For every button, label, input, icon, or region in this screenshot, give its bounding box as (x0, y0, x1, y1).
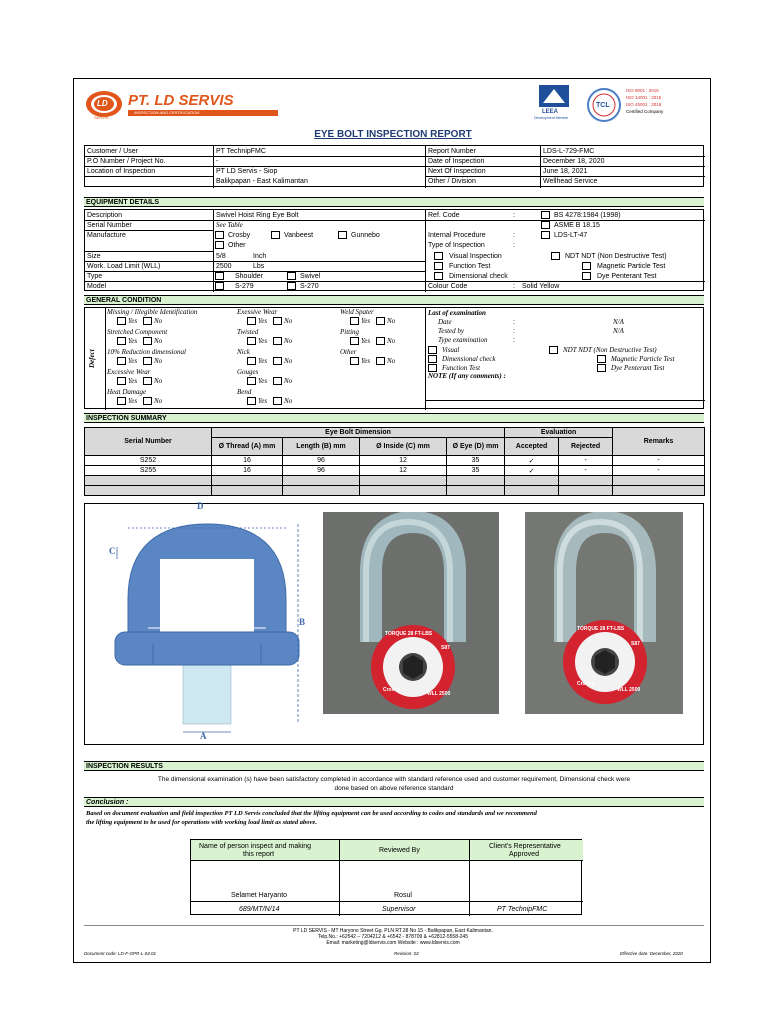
eye-base-shape (115, 632, 299, 665)
conclusion-text-2: the lifting equipment to be used for operations with working load limit as stated above. (86, 819, 317, 826)
table-cell: 35 (447, 466, 505, 476)
defect-item-label: Heat Damage (107, 388, 147, 396)
table-cell: - (613, 466, 705, 476)
visual-inspection-checkbox[interactable] (434, 252, 443, 260)
colour-colon: : (513, 283, 515, 290)
info-value-location: PT LD Servis - Siop (216, 168, 278, 175)
defect-yes-checkbox[interactable] (247, 337, 256, 345)
table-cell: - (559, 456, 613, 466)
photo-2-graphic (525, 512, 683, 714)
last-exam-tested-colon: : (513, 328, 515, 335)
info-value-location-2: Balikpapan - East Kalimantan (216, 178, 308, 185)
defect-item-label: Stretched Component (107, 328, 168, 336)
summary-heading-bar (84, 413, 704, 423)
table-cell: 96 (283, 456, 360, 466)
defect-item-label: Pitting (340, 328, 360, 336)
col-remarks-header: Remarks (613, 428, 705, 456)
table-cell: - (613, 456, 705, 466)
model-s279-label: S-279 (235, 283, 254, 290)
last-exam-tested-label: Tested by (438, 327, 464, 335)
iso-line-4: Certified Company (626, 109, 664, 114)
type-shoulder-label: Shoulder (235, 273, 264, 280)
table-cell: ✓ (505, 456, 559, 466)
defect-no-label: No (387, 317, 396, 325)
last-function-label: Function Test (442, 364, 481, 372)
function-test-checkbox[interactable] (434, 262, 443, 270)
defect-yes-checkbox[interactable] (350, 317, 359, 325)
manufacture-label: Manufacture (87, 232, 126, 239)
defect-yes-checkbox[interactable] (117, 317, 126, 325)
page-title: EYE BOLT INSPECTION REPORT (314, 129, 472, 140)
footer-effective: Effective date: December, 2020 (620, 951, 683, 956)
table-cell: S255 (85, 466, 212, 476)
size-value: 5/8 (216, 253, 226, 260)
defect-item-label: Excessive Wear (107, 368, 151, 376)
iso-logo (584, 85, 684, 125)
defect-yes-label: Yes (128, 357, 138, 365)
table-cell: 12 (360, 456, 447, 466)
sig-col2-name: Rosul (394, 892, 412, 899)
last-visual-checkbox[interactable] (428, 346, 437, 354)
summary-heading: INSPECTION SUMMARY (86, 415, 167, 422)
internal-label: Internal Procedure (428, 232, 486, 239)
leea-logo (534, 85, 574, 125)
defect-yes-checkbox[interactable] (247, 317, 256, 325)
manufacture-vanbeest-label: Vanbeest (284, 232, 314, 239)
general-heading-bar (84, 295, 704, 305)
defect-no-checkbox[interactable] (273, 377, 282, 385)
last-dpt-label: Dye Penterant Test (611, 364, 665, 372)
results-heading: INSPECTION RESULTS (86, 763, 163, 770)
logo-mark-sub: SERVIS (94, 115, 109, 120)
defect-no-checkbox[interactable] (273, 337, 282, 345)
defect-yes-label: Yes (258, 317, 268, 325)
defect-no-label: No (154, 317, 163, 325)
defect-yes-label: Yes (258, 357, 268, 365)
defect-no-checkbox[interactable] (376, 337, 385, 345)
conclusion-text-1: Based on document evaluation and field inspection PT LD Servis concluded that the lifting equipment can be used according to codes and standards and we recommend (86, 810, 537, 817)
summary-table (84, 427, 705, 496)
defect-item-label: Nick (237, 348, 250, 356)
description-label: Description (87, 212, 123, 219)
iso-line-3: ISO 45001 : 2018 (626, 102, 662, 107)
footer-doc-code: Document code: LD-F-OPR-L-04.01 (84, 951, 157, 956)
size-label: Size (87, 253, 101, 260)
type-inspection-colon: : (513, 242, 515, 249)
footer-line-1: PT LD SERVIS - MT Haryono Street Gg. PLN RT.38 No 15 - Balikpapan, East Kalimantan. (293, 928, 493, 934)
defect-no-label: No (284, 317, 293, 325)
manufacture-vanbeest-checkbox[interactable] (271, 231, 280, 239)
sig-col1-title-1: Name of person inspect and making (199, 843, 312, 850)
dimensional-check-checkbox[interactable] (434, 272, 443, 280)
defect-yes-label: Yes (128, 317, 138, 325)
defect-yes-label: Yes (361, 337, 371, 345)
diagram-photo-panel (84, 503, 704, 745)
defect-yes-label: Yes (128, 377, 138, 385)
results-heading-bar (84, 761, 704, 771)
defect-no-label: No (387, 337, 396, 345)
manufacture-crosby-checkbox[interactable] (215, 231, 224, 239)
last-exam-type-colon: : (513, 337, 515, 344)
defect-no-checkbox[interactable] (143, 357, 152, 365)
internal-colon: : (513, 232, 515, 239)
manufacture-other-label: Other (228, 242, 246, 249)
mpt-checkbox[interactable] (582, 262, 591, 270)
model-label: Model (87, 283, 107, 290)
defect-yes-label: Yes (128, 337, 138, 345)
defect-yes-label: Yes (361, 317, 371, 325)
defect-yes-label: Yes (258, 377, 268, 385)
diagram-label-c: C (109, 546, 116, 556)
defect-item-label: Gouges (237, 368, 259, 376)
photo-2-tag-line-1: TORQUE 28 FT-LBS (577, 626, 625, 632)
manufacture-crosby-label: Crosby (228, 232, 251, 239)
defect-no-checkbox[interactable] (143, 317, 152, 325)
table-cell: 12 (360, 466, 447, 476)
colour-value: Solid Yellow (522, 283, 560, 290)
info-value-division: Wellhead Service (543, 178, 598, 185)
type-shoulder-checkbox[interactable] (215, 272, 224, 280)
diagram-label-d: D (197, 501, 204, 511)
defect-item-label: Weld Spater (340, 308, 374, 316)
last-exam-date-value: N/A (613, 318, 624, 326)
eye-bolt-diagram (85, 501, 315, 744)
mpt-label: Magnetic Particle Test (597, 263, 666, 270)
diagram-label-a: A (200, 731, 207, 741)
results-text-2: done based on above reference standard (334, 785, 454, 792)
signature-table (190, 839, 582, 915)
last-dimensional-label: Dimensional check (442, 355, 496, 363)
info-label-division: Other / Division (428, 178, 476, 185)
info-label-report: Report Number (428, 148, 476, 155)
defect-no-checkbox[interactable] (273, 317, 282, 325)
defect-no-label: No (284, 357, 293, 365)
dimensional-check-label: Dimensional check (449, 273, 508, 280)
table-cell: 35 (447, 456, 505, 466)
defect-yes-checkbox[interactable] (117, 337, 126, 345)
defect-yes-label: Yes (258, 397, 268, 405)
manufacture-other-checkbox[interactable] (215, 241, 224, 249)
table-cell: 16 (212, 456, 283, 466)
thread-shape (183, 664, 231, 724)
table-cell: ✓ (505, 466, 559, 476)
col-accepted-header: Accepted (505, 438, 559, 456)
defect-yes-label: Yes (361, 357, 371, 365)
defect-no-checkbox[interactable] (273, 397, 282, 405)
defect-item-label: Missing / Illegible Identification (107, 308, 198, 316)
ref-code-bs-value: BS 4278:1984 (1998) (554, 212, 621, 219)
table-cell: 16 (212, 466, 283, 476)
photo-1-tag-line-4: Crosby (383, 687, 401, 693)
colour-label: Colour Code (428, 283, 468, 290)
defect-no-label: No (284, 377, 293, 385)
manufacture-gunnebo-label: Gunnebo (351, 232, 380, 239)
logo-tagline: INSPECTION AND CERTIFICATION (134, 110, 200, 115)
defect-yes-label: Yes (258, 337, 268, 345)
defect-no-label: No (154, 397, 163, 405)
col-length-header: Length (B) mm (283, 438, 360, 456)
defect-no-label: No (154, 337, 163, 345)
general-table (84, 307, 704, 409)
sig-col1-name: Selamet Haryanto (231, 892, 288, 899)
col-rejected-header: Rejected (559, 438, 613, 456)
defect-yes-checkbox[interactable] (247, 357, 256, 365)
table-cell: S252 (85, 456, 212, 466)
description-value: Swivel Hoist Ring Eye Bolt (216, 212, 299, 219)
type-swivel-checkbox[interactable] (287, 272, 296, 280)
col-eye-header: Ø Eye (D) mm (447, 438, 505, 456)
info-value-next: June 18, 2021 (543, 168, 588, 175)
wll-label: Work. Load Limit (WLL) (87, 263, 161, 270)
photo-2-tag-line-4: Crosby (577, 681, 595, 687)
sig-col1-title-2: this report (243, 851, 275, 858)
table-row (85, 456, 705, 466)
footer-line-2: Telp.No.: +62542 – 7204212 & +6542 - 878709 & +62812-5558-245 (318, 934, 468, 940)
equipment-heading-bar (84, 197, 704, 207)
last-ndt-checkbox[interactable] (549, 346, 558, 354)
internal-checkbox[interactable] (541, 231, 550, 239)
model-s270-checkbox[interactable] (287, 282, 296, 290)
defect-yes-checkbox[interactable] (117, 377, 126, 385)
ref-code-colon: : (513, 212, 515, 219)
diagram-label-b: B (299, 617, 306, 627)
defect-no-checkbox[interactable] (143, 397, 152, 405)
defect-no-label: No (154, 357, 163, 365)
ref-code-label: Ref. Code (428, 212, 460, 219)
defect-yes-checkbox[interactable] (247, 397, 256, 405)
defect-no-label: No (284, 397, 293, 405)
manufacture-gunnebo-checkbox[interactable] (338, 231, 347, 239)
wll-unit: Lbs (253, 263, 265, 270)
last-exam-tested-value: N/A (613, 327, 624, 335)
info-table (84, 145, 704, 187)
iso-line-1: ISO 9001 : 2015 (626, 88, 659, 93)
sig-col3-title-1: Client's Representative (489, 843, 561, 850)
general-heading: GENERAL CONDITION (86, 297, 162, 304)
logo-mark: LD (97, 99, 108, 108)
col-serial-header: Serial Number (85, 428, 212, 456)
sig-col2-title: Reviewed By (379, 847, 420, 854)
photo-2-tag-line-3: WLL 2500 (617, 687, 641, 693)
defect-no-checkbox[interactable] (376, 317, 385, 325)
defect-no-checkbox[interactable] (143, 377, 152, 385)
eye-bolt-photo-2 (525, 512, 683, 714)
last-dpt-checkbox[interactable] (597, 364, 606, 372)
last-dimensional-checkbox[interactable] (428, 355, 437, 363)
footer-revision: Revision: 02 (394, 951, 419, 956)
ref-code-asme-value: ASME B 18.15 (554, 222, 600, 229)
ref-code-asme-checkbox[interactable] (541, 221, 550, 229)
dpt-checkbox[interactable] (582, 272, 591, 280)
defect-yes-checkbox[interactable] (117, 397, 126, 405)
function-test-label: Function Test (449, 263, 491, 270)
footer-line-3: Email: marketing@ldservis.com Website : www.ldservis.com (326, 940, 460, 946)
type-inspection-label: Type of Inspection (428, 242, 485, 249)
sig-col1-id: 689/MT/N/14 (239, 906, 280, 913)
sig-col2-role: Supervisor (382, 906, 416, 913)
defect-item-label: Twisted (237, 328, 259, 336)
photo-1-tag-line-3: WLL 2500 (427, 691, 451, 697)
visual-inspection-label: Visual Inspection (449, 253, 502, 260)
serial-value: See Table (216, 221, 243, 229)
last-exam-type-label: Type examination (438, 336, 488, 344)
leea-text: LEEA (542, 109, 559, 115)
info-label-po: P.O Number / Project No. (87, 158, 166, 165)
defect-item-label: Exessive Wear (237, 308, 278, 316)
report-page (73, 78, 711, 963)
ndt-label: NDT NDT (Non Destructive Test) (565, 253, 667, 260)
col-thread-header: Ø Thread (A) mm (212, 438, 283, 456)
table-row (85, 466, 705, 476)
info-label-location: Location of Inspection (87, 168, 156, 175)
defect-no-checkbox[interactable] (273, 357, 282, 365)
model-s279-checkbox[interactable] (215, 282, 224, 290)
model-s270-label: S-270 (300, 283, 319, 290)
defect-yes-checkbox[interactable] (117, 357, 126, 365)
wll-value: 2500 (216, 263, 232, 270)
type-swivel-label: Swivel (300, 273, 321, 280)
leea-sub: Development Member (534, 116, 569, 120)
defect-no-label: No (154, 377, 163, 385)
conclusion-bar (84, 797, 704, 807)
conclusion-label: Conclusion : (86, 799, 129, 806)
equipment-table (84, 209, 704, 291)
defect-item-label: Bend (237, 388, 252, 396)
sig-col3-title-2: Approved (509, 851, 539, 858)
defect-yes-checkbox[interactable] (350, 337, 359, 345)
ref-code-bs-checkbox[interactable] (541, 211, 550, 219)
defect-yes-label: Yes (128, 397, 138, 405)
eye-bolt-photo-1 (323, 512, 499, 714)
last-exam-label: Last of examination (428, 309, 486, 317)
defect-label: Defect (88, 349, 96, 368)
info-value-customer: PT TechnipFMC (216, 148, 266, 155)
last-exam-date-label: Date (438, 318, 452, 326)
defect-no-label: No (387, 357, 396, 365)
table-cell: 96 (283, 466, 360, 476)
defect-yes-checkbox[interactable] (350, 357, 359, 365)
serial-label: Serial Number (87, 222, 132, 229)
info-value-date: December 18, 2020 (543, 158, 605, 165)
defect-item-label: 10% Reduction dimensional (107, 348, 186, 356)
last-mpt-checkbox[interactable] (597, 355, 606, 363)
photo-2-tag-line-2: S87 (631, 641, 640, 647)
last-visual-label: Visual (442, 346, 460, 354)
defect-item-label: Other (340, 348, 357, 356)
size-unit: Inch (253, 253, 267, 260)
iso-line-2: ISO 14001 : 2015 (626, 95, 662, 100)
defect-no-checkbox[interactable] (376, 357, 385, 365)
company-logo (84, 89, 284, 121)
tcl-text: TCL (596, 102, 610, 109)
photo-1-tag-line-1: TORQUE 28 FT-LBS (385, 631, 433, 637)
last-exam-date-colon: : (513, 319, 515, 326)
type-label: Type (87, 273, 103, 280)
photo-1-graphic (323, 512, 499, 714)
info-label-date: Date of Inspection (428, 158, 485, 165)
info-value-report: LDS-L-729-FMC (543, 148, 595, 155)
info-label-customer: Customer / User (87, 148, 138, 155)
col-inside-header: Ø Inside (C) mm (360, 438, 447, 456)
results-text-1: The dimensional examination (s) have been satisfactory completed in accordance with standard reference used and customer requirement, Dimensional check were (157, 776, 631, 783)
info-label-next: Next Of Inspection (428, 168, 486, 175)
ndt-checkbox[interactable] (551, 252, 560, 260)
last-mpt-label: Magnetic Particle Test (611, 355, 675, 363)
logo-text: PT. LD SERVIS (128, 92, 234, 109)
col-evaluation-header: Evaluation (505, 428, 613, 438)
table-cell: - (559, 466, 613, 476)
photo-1-tag-line-2: S87 (441, 645, 450, 651)
last-ndt-label: NDT NDT (Non Destructive Test) (563, 346, 657, 354)
col-dimension-header: Eye Bolt Dimension (212, 428, 505, 438)
note-label: NOTE (If any comments) : (428, 372, 506, 380)
defect-no-checkbox[interactable] (143, 337, 152, 345)
equipment-heading: EQUIPMENT DETAILS (86, 199, 159, 206)
sig-col3-role: PT TechnipFMC (497, 906, 548, 913)
leea-icon (539, 85, 569, 107)
defect-no-label: No (284, 337, 293, 345)
internal-value: LDS-LT-47 (554, 232, 588, 239)
dpt-label: Dye Penterant Test (597, 273, 657, 280)
info-value-po: - (216, 158, 219, 165)
defect-yes-checkbox[interactable] (247, 377, 256, 385)
last-function-checkbox[interactable] (428, 364, 437, 372)
